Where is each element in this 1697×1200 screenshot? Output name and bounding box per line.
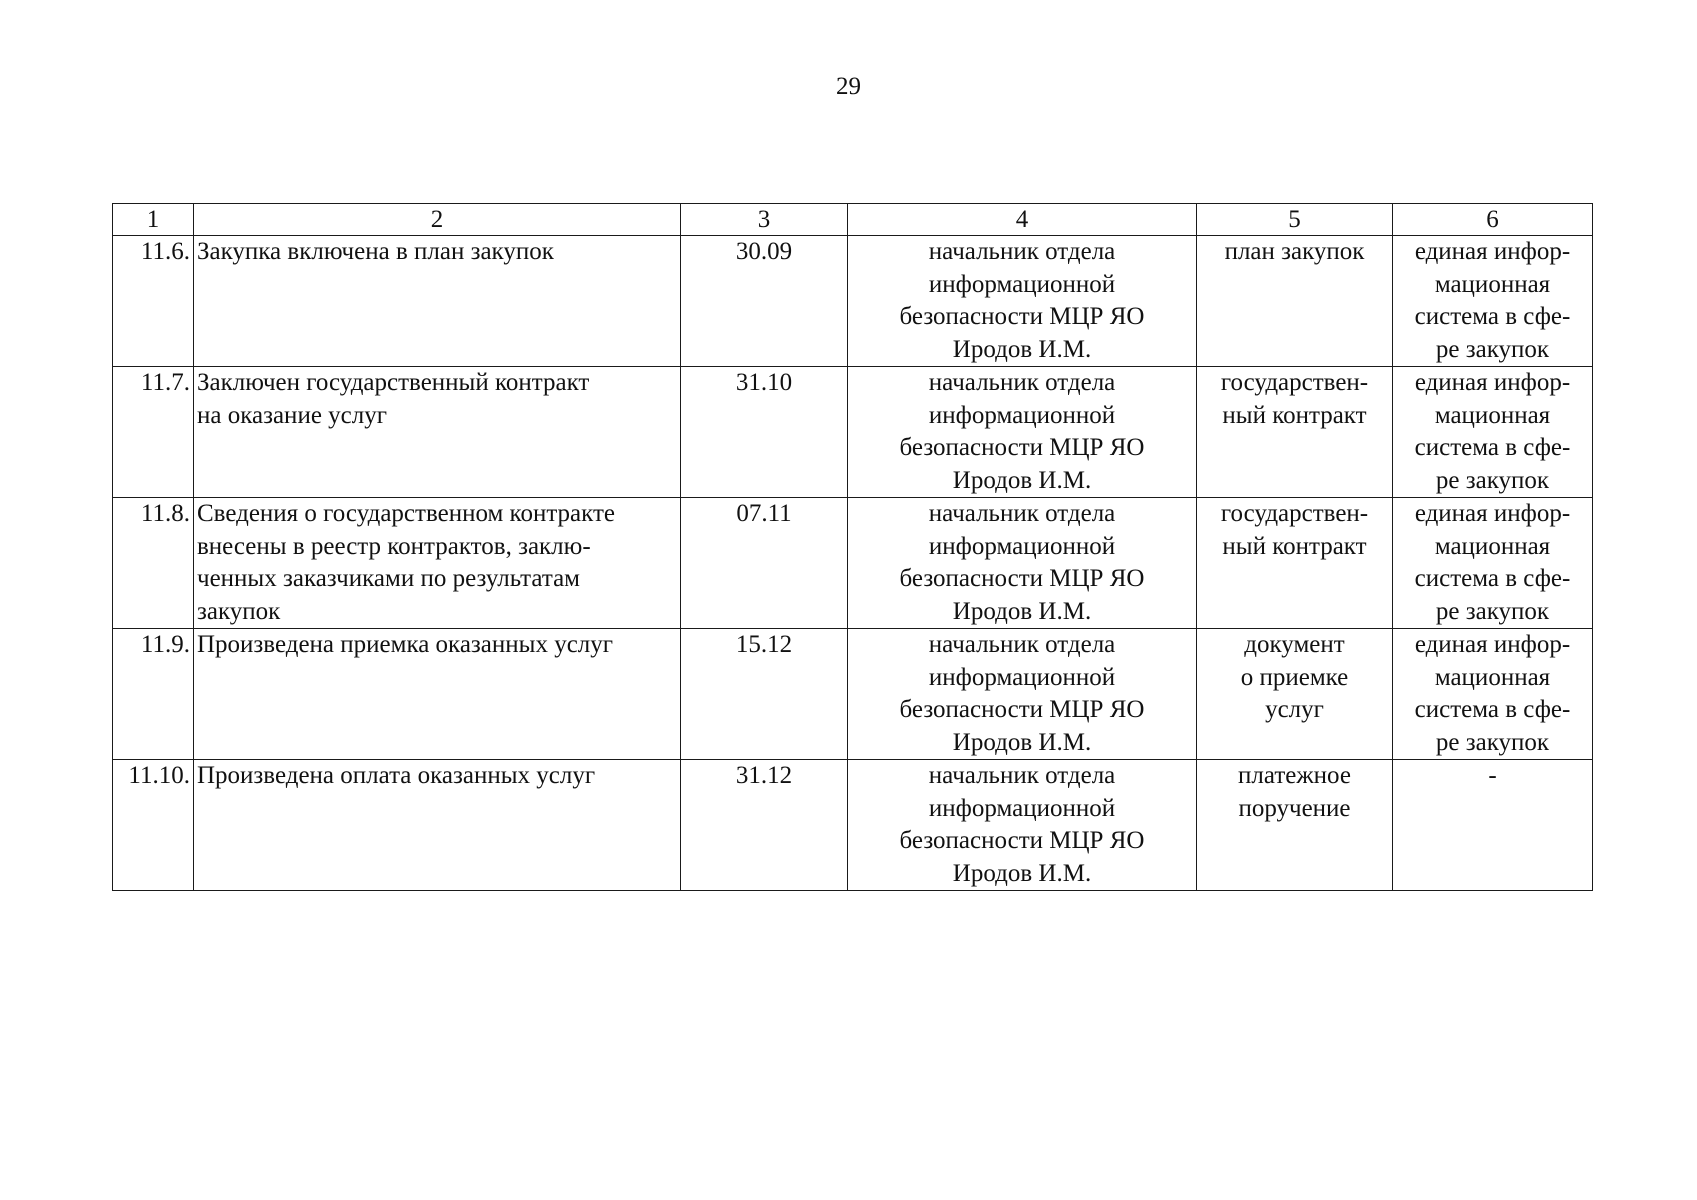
document-type-cell bbox=[1197, 629, 1393, 760]
cell-line: закупок bbox=[197, 597, 281, 625]
cell-line: безопасности МЦР ЯО bbox=[899, 434, 1145, 461]
cell-line: ре закупок bbox=[1435, 466, 1550, 494]
header-cell-4: 4 bbox=[848, 204, 1197, 236]
cell-line: Иродов И.М. bbox=[952, 597, 1092, 625]
cell-line: Закупка включена в план закупок bbox=[197, 238, 554, 265]
cell-line: начальник отдела bbox=[928, 238, 1116, 265]
cell-line: начальник отдела bbox=[928, 631, 1116, 658]
cell-line: платежное bbox=[1238, 762, 1351, 789]
deadline-cell: 07.11 bbox=[681, 498, 848, 629]
header-cell-6: 6 bbox=[1393, 204, 1593, 236]
header-row bbox=[113, 204, 1593, 236]
cell-line: - bbox=[1488, 762, 1497, 789]
table-body bbox=[113, 204, 1593, 891]
header-cell-2: 2 bbox=[194, 204, 681, 236]
responsible-cell bbox=[848, 629, 1197, 760]
cell-line: информационной bbox=[928, 532, 1116, 560]
cell-line: Иродов И.М. bbox=[952, 859, 1092, 887]
deadline-cell: 31.10 bbox=[681, 367, 848, 498]
table-row bbox=[113, 629, 1593, 760]
cell-line: безопасности МЦР ЯО bbox=[899, 303, 1145, 330]
cell-line: мационная bbox=[1434, 532, 1551, 560]
cell-line: ный контракт bbox=[1222, 401, 1367, 429]
plan-table bbox=[112, 203, 1593, 891]
document-type-cell bbox=[1197, 236, 1393, 367]
cell-line: документ bbox=[1244, 631, 1345, 658]
cell-line: мационная bbox=[1434, 270, 1551, 298]
event-name-cell bbox=[194, 367, 681, 498]
information-system-cell bbox=[1393, 498, 1593, 629]
cell-line: ный контракт bbox=[1222, 532, 1367, 560]
cell-line: начальник отдела bbox=[928, 762, 1116, 789]
information-system-cell bbox=[1393, 367, 1593, 498]
cell-line: Произведена оплата оказанных услуг bbox=[197, 762, 596, 789]
row-number-cell: 11.8. bbox=[113, 498, 194, 629]
cell-line: услуг bbox=[1265, 696, 1324, 723]
cell-line: безопасности МЦР ЯО bbox=[899, 565, 1145, 592]
table-row bbox=[113, 236, 1593, 367]
row-number-cell: 11.7. bbox=[113, 367, 194, 498]
cell-line: ре закупок bbox=[1435, 597, 1550, 625]
responsible-cell bbox=[848, 236, 1197, 367]
row-number-cell: 11.10. bbox=[113, 760, 194, 891]
event-name-cell bbox=[194, 629, 681, 760]
information-system-cell bbox=[1393, 760, 1593, 891]
cell-line: начальник отдела bbox=[928, 369, 1116, 396]
cell-line: план закупок bbox=[1224, 238, 1365, 265]
cell-line: ченных заказчиками по результатам bbox=[197, 565, 580, 592]
cell-line: Иродов И.М. bbox=[952, 466, 1092, 494]
deadline-cell: 15.12 bbox=[681, 629, 848, 760]
cell-line: единая инфор- bbox=[1414, 500, 1571, 527]
table-row bbox=[113, 367, 1593, 498]
event-name-cell bbox=[194, 498, 681, 629]
deadline-cell: 30.09 bbox=[681, 236, 848, 367]
row-number-cell: 11.9. bbox=[113, 629, 194, 760]
responsible-cell bbox=[848, 760, 1197, 891]
cell-line: единая инфор- bbox=[1414, 369, 1571, 396]
cell-line: Иродов И.М. bbox=[952, 728, 1092, 756]
cell-line: мационная bbox=[1434, 401, 1551, 429]
cell-line: Произведена приемка оказанных услуг bbox=[197, 631, 614, 658]
cell-line: единая инфор- bbox=[1414, 631, 1571, 658]
cell-line: информационной bbox=[928, 401, 1116, 429]
information-system-cell bbox=[1393, 629, 1593, 760]
row-number-cell: 11.6. bbox=[113, 236, 194, 367]
document-type-cell bbox=[1197, 367, 1393, 498]
cell-line: безопасности МЦР ЯО bbox=[899, 827, 1145, 854]
table-row bbox=[113, 498, 1593, 629]
cell-line: безопасности МЦР ЯО bbox=[899, 696, 1145, 723]
table-row bbox=[113, 760, 1593, 891]
cell-line: система в сфе- bbox=[1414, 434, 1571, 461]
document-type-cell bbox=[1197, 760, 1393, 891]
event-name-cell bbox=[194, 760, 681, 891]
cell-line: мационная bbox=[1434, 663, 1551, 691]
header-cell-3: 3 bbox=[681, 204, 848, 236]
cell-line: внесены в реестр контрактов, заклю- bbox=[197, 532, 591, 560]
cell-line: начальник отдела bbox=[928, 500, 1116, 527]
cell-line: единая инфор- bbox=[1414, 238, 1571, 265]
cell-line: государствен- bbox=[1220, 500, 1369, 527]
header-cell-5: 5 bbox=[1197, 204, 1393, 236]
cell-line: поручение bbox=[1238, 794, 1351, 822]
cell-line: на оказание услуг bbox=[197, 401, 387, 429]
cell-line: ре закупок bbox=[1435, 335, 1550, 363]
cell-line: Сведения о государственном контракте bbox=[197, 500, 615, 527]
cell-line: система в сфе- bbox=[1414, 303, 1571, 330]
document-type-cell bbox=[1197, 498, 1393, 629]
page-number: 29 bbox=[836, 73, 861, 100]
cell-line: государствен- bbox=[1220, 369, 1369, 396]
deadline-cell: 31.12 bbox=[681, 760, 848, 891]
header-cell-1: 1 bbox=[113, 204, 194, 236]
cell-line: информационной bbox=[928, 270, 1116, 298]
cell-line: Иродов И.М. bbox=[952, 335, 1092, 363]
cell-line: информационной bbox=[928, 663, 1116, 691]
cell-line: ре закупок bbox=[1435, 728, 1550, 756]
information-system-cell bbox=[1393, 236, 1593, 367]
cell-line: система в сфе- bbox=[1414, 696, 1571, 723]
cell-line: информационной bbox=[928, 794, 1116, 822]
cell-line: о приемке bbox=[1240, 663, 1349, 691]
responsible-cell bbox=[848, 498, 1197, 629]
event-name-cell bbox=[194, 236, 681, 367]
responsible-cell bbox=[848, 367, 1197, 498]
cell-line: Заключен государственный контракт bbox=[197, 369, 590, 396]
cell-line: система в сфе- bbox=[1414, 565, 1571, 592]
